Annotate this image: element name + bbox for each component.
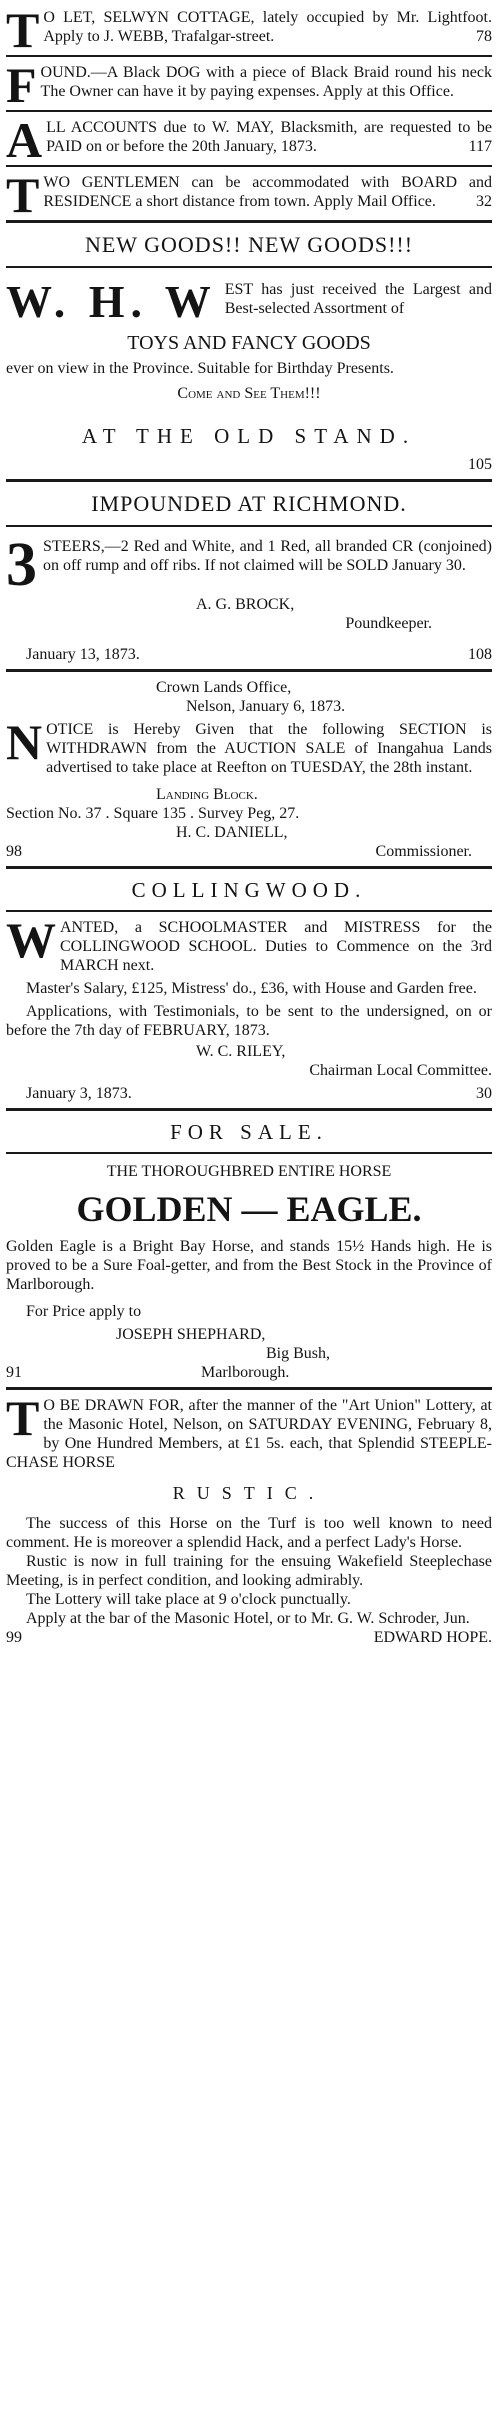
signer-name: JOSEPH SHEPHARD, — [116, 1326, 266, 1343]
ad-tagline: Come and See Them!!! — [177, 385, 321, 402]
ad-selwyn-cottage — [6, 0, 492, 58]
ad-impounded — [6, 488, 492, 664]
ad-para: Apply at the bar of the Masonic Hotel, or to Mr. G. W. Schroder, Jun. — [26, 1610, 470, 1627]
divider — [6, 1387, 492, 1390]
signer-name: EDWARD HOPE. — [373, 1629, 492, 1646]
ad-text: OTICE is Hereby Given that the following SECTION is WITHDRAWN from the AUCTION SALE of Inangahua Lands advertised to take place at Reefton on TUESDAY, the 28th instant. — [46, 721, 492, 776]
ad-text: ANTED, a SCHOOLMASTER and MISTRESS for the COLLINGWOOD SCHOOL. Duties to Commence on the 3rd MARCH next. — [60, 919, 492, 974]
divider — [6, 266, 492, 268]
ad-text: Golden Eagle is a Bright Bay Horse, and stands 15½ Hands high. He is proved to be a Sure Foal-getter, and from the Best Stock in the Province of Marlborough. — [6, 1238, 492, 1293]
signer-title: Chairman Local Committee. — [309, 1062, 492, 1079]
ad-number: 32 — [476, 193, 492, 210]
ad-accounts — [6, 112, 492, 168]
ad-office: Crown Lands Office, — [156, 679, 292, 696]
ad-stand: AT THE OLD STAND. — [81, 424, 417, 448]
ad-date: Nelson, January 6, 1873. — [186, 698, 346, 715]
ad-text: LL ACCOUNTS due to W. MAY, Blacksmith, are requested to be PAID on or before the 20th January, 1873. — [46, 119, 492, 155]
ad-heading: IMPOUNDED AT RICHMOND. — [91, 491, 407, 516]
ad-para: Rustic is now in full training for the ensuing Wakefield Steeplechase Meeting, is in perfect condition, and looking admirably. — [6, 1553, 492, 1589]
ad-date: January 3, 1873. — [26, 1085, 132, 1102]
ad-number: 108 — [468, 646, 492, 663]
drop-cap: T — [6, 1390, 40, 1446]
ad-number: 99 — [6, 1629, 22, 1646]
drop-cap: 3 — [6, 531, 37, 599]
ad-text: O LET, SELWYN COTTAGE, lately occupied by Mr. Lightfoot. Apply to J. WEBB, Trafalgar-street. — [43, 9, 492, 45]
ad-para: The success of this Horse on the Turf is too well known to need comment. He is moreover a splendid Hack, and a perfect Lady's Horse. — [6, 1515, 492, 1551]
divider — [6, 220, 492, 223]
ad-found-dog — [6, 57, 492, 113]
signer-title: Poundkeeper. — [345, 615, 432, 632]
drop-cap: T — [6, 2, 40, 58]
divider — [6, 110, 492, 112]
horse-name: GOLDEN — EAGLE. — [76, 1189, 422, 1229]
ad-heading: COLLINGWOOD. — [131, 878, 367, 902]
ad-number: 78 — [476, 28, 492, 45]
drop-cap: A — [6, 112, 43, 168]
ad-block: Landing Block. — [156, 786, 258, 803]
ad-number: 98 — [6, 843, 22, 860]
ad-section: Section No. 37 . Square 135 . Survey Peg, 27. — [6, 805, 300, 822]
signer-name: A. G. BROCK, — [196, 596, 295, 613]
ad-text: WO GENTLEMEN can be accommodated with BOARD and RESIDENCE a short distance from town. Apply Mail Office. — [43, 174, 492, 210]
divider — [6, 165, 492, 167]
signer-place: Big Bush, — [266, 1345, 331, 1362]
ad-new-goods — [6, 229, 492, 474]
drop-cap: F — [6, 57, 37, 113]
ad-price: For Price apply to — [26, 1303, 142, 1320]
divider — [6, 866, 492, 869]
divider — [6, 55, 492, 57]
ad-heading: NEW GOODS!! NEW GOODS!!! — [84, 232, 414, 257]
divider — [6, 525, 492, 527]
drop-cap: N — [6, 714, 43, 770]
divider — [6, 910, 492, 912]
ad-apply: Applications, with Testimonials, to be sent to the undersigned, on or before the 7th day of FEBRUARY, 1873. — [6, 1003, 492, 1039]
ad-para: The Lottery will take place at 9 o'clock punctually. — [26, 1591, 351, 1608]
ad-subheading: TOYS AND FANCY GOODS — [127, 332, 371, 354]
horse-name: RUSTIC. — [172, 1483, 326, 1503]
ad-for-sale — [6, 1117, 492, 1382]
ad-text: ever on view in the Province. Suitable for Birthday Presents. — [6, 360, 394, 377]
ad-number: 105 — [468, 456, 492, 473]
ad-crown-lands — [6, 678, 492, 861]
signer-title: Commissioner. — [375, 843, 472, 860]
drop-initials: W. H. W — [6, 276, 217, 327]
ad-subheading: THE THOROUGHBRED ENTIRE HORSE — [106, 1163, 392, 1180]
divider — [6, 1152, 492, 1154]
ad-number: 30 — [476, 1085, 492, 1102]
ad-date: January 13, 1873. — [26, 646, 140, 663]
ad-two-gentlemen — [6, 167, 492, 223]
ad-number: 91 — [6, 1364, 22, 1381]
signer-name: W. C. RILEY, — [196, 1043, 286, 1060]
ad-rustic — [6, 1390, 492, 1647]
drop-cap: T — [6, 167, 40, 223]
signer-name: H. C. DANIELL, — [176, 824, 288, 841]
drop-cap: W — [6, 912, 56, 968]
signer-place: Marlborough. — [201, 1364, 290, 1381]
divider — [6, 1108, 492, 1111]
ad-collingwood — [6, 875, 492, 1103]
ad-text: STEERS,—2 Red and White, and 1 Red, all branded CR (conjoined) on off rump and off ribs. If not claimed will be SOLD January 30. — [43, 538, 492, 574]
ad-text: EST has just received the Largest and Best-selected Assortment of — [224, 281, 492, 317]
ad-text: OUND.—A Black DOG with a piece of Black Braid round his neck The Owner can have it by paying expenses. Apply at this Office. — [40, 64, 492, 100]
divider — [6, 669, 492, 672]
ad-salary: Master's Salary, £125, Mistress' do., £36, with House and Garden free. — [26, 980, 477, 997]
ad-heading: FOR SALE. — [170, 1120, 328, 1144]
ad-text: O BE DRAWN FOR, after the manner of the "Art Union" Lottery, at the Masonic Hotel, Nelson, on SATURDAY EVENING, February 8, by One Hundred Members, at £1 5s. each, that Splendid STEEPLE-CHASE HORSE — [6, 1397, 492, 1471]
divider — [6, 479, 492, 482]
ad-number: 117 — [468, 138, 492, 155]
